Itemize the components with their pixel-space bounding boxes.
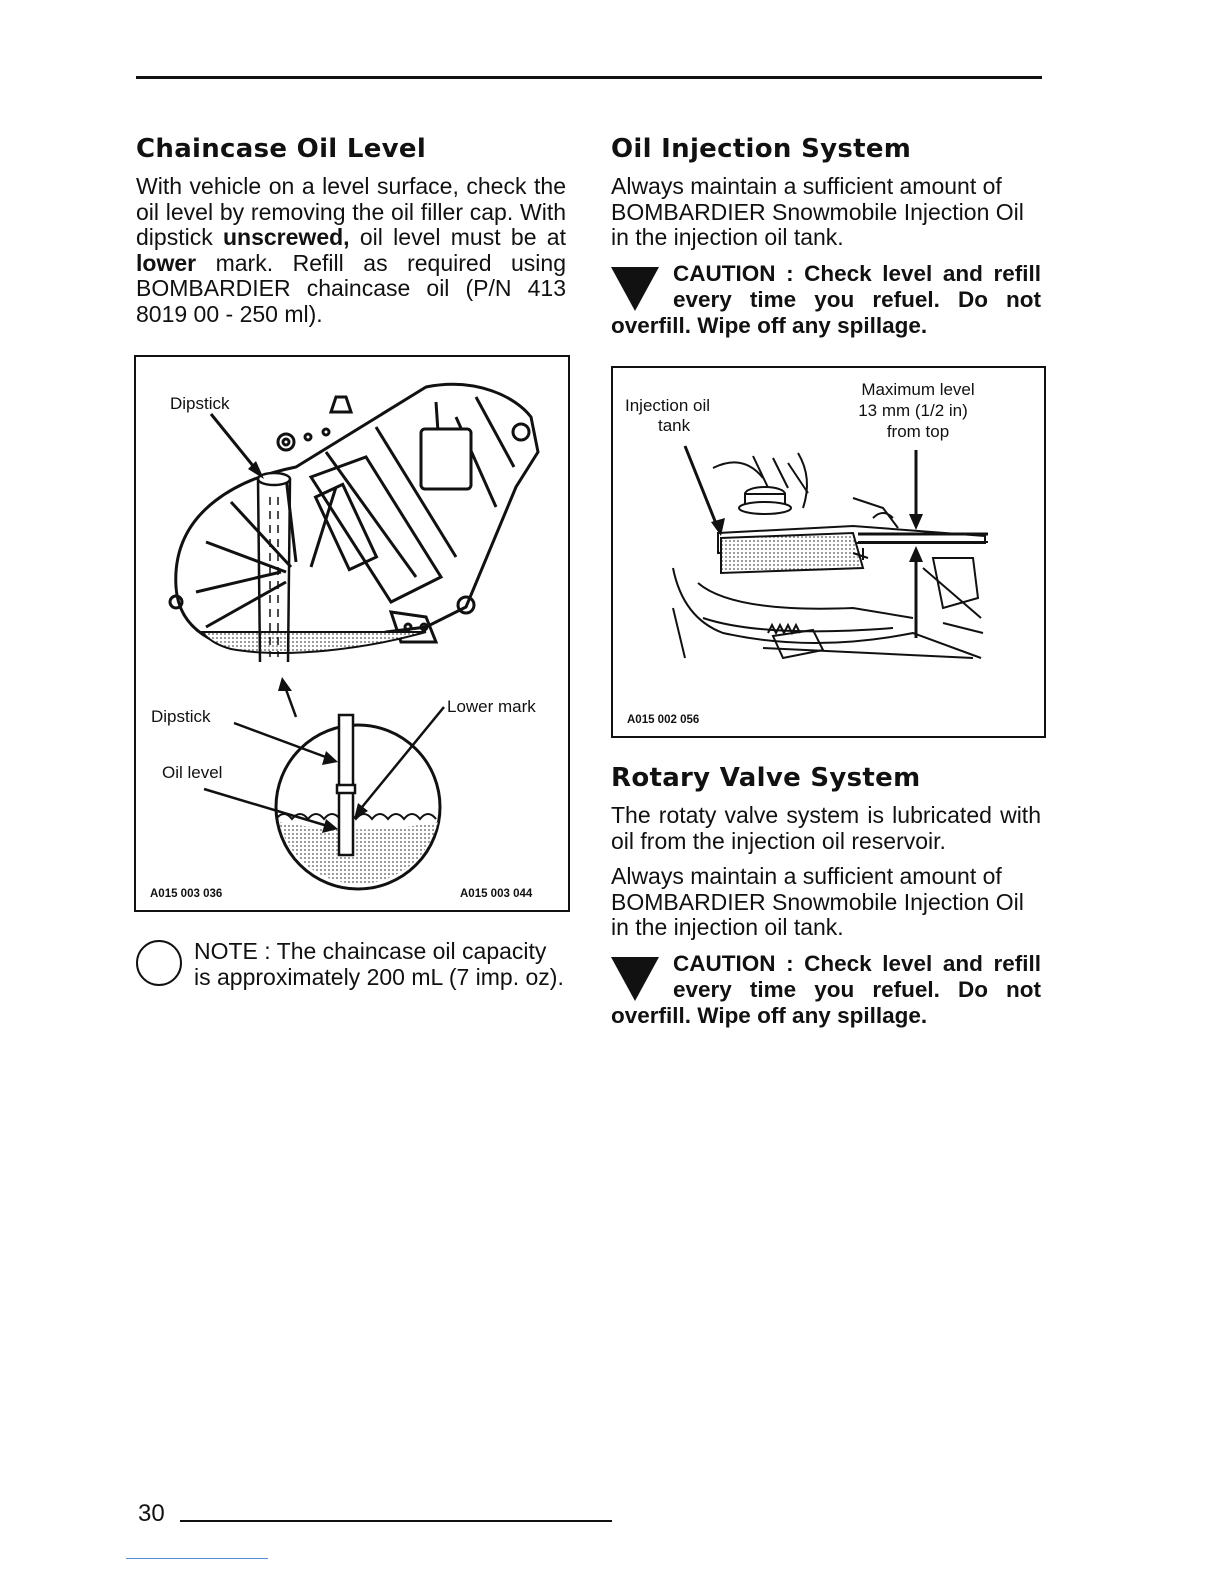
label-oil-level: Oil level	[162, 763, 223, 782]
caution-text-2: CAUTION : Check level and refill every time you refuel. Do not overfill. Wipe off any spillage.	[611, 950, 1041, 1028]
rotary-section	[611, 763, 1041, 1029]
section-heading-rotary: Rotary Valve System	[611, 763, 921, 793]
label-dipstick-detail: Dipstick	[151, 707, 211, 726]
label-dipstick-top: Dipstick	[170, 394, 230, 413]
caution-block-1	[611, 261, 1041, 339]
label-injection-tank-2: tank	[658, 416, 691, 435]
footer-rule	[180, 1520, 612, 1522]
chaincase-text-2: oil level must be at	[349, 224, 566, 250]
label-max-level-2: 13 mm (1/2 in)	[858, 401, 968, 420]
section-heading-chaincase: Chaincase Oil Level	[136, 134, 427, 164]
chaincase-figure	[134, 355, 570, 912]
chaincase-paragraph	[136, 174, 566, 327]
page-number: 30	[138, 1500, 165, 1527]
caution-text-1: CAUTION : Check level and refill every time you refuel. Do not overfill. Wipe off any spillage.	[611, 260, 1041, 338]
label-max-level-1: Maximum level	[861, 380, 975, 399]
label-injection-tank-1: Injection oil	[625, 396, 711, 415]
figure-code-injection: A015 002 056	[627, 714, 700, 726]
chaincase-bold-unscrewed: unscrewed,	[223, 224, 350, 250]
rotary-paragraph-1: The rotaty valve system is lubricated with oil from the injection oil reservoir.	[611, 802, 1041, 854]
right-column	[611, 134, 1041, 339]
left-column	[136, 134, 566, 327]
caution-triangle-icon-2	[611, 957, 659, 1001]
figure-code-left: A015 003 036	[150, 888, 223, 900]
capacity-note	[136, 938, 566, 990]
label-max-level-3: from top	[886, 422, 950, 441]
chaincase-text-1: With vehicle on a level surface, check the oil level by removing the oil filler cap. With dipstick	[136, 173, 566, 250]
top-rule	[136, 76, 1042, 79]
chaincase-illustration	[136, 357, 568, 910]
rotary-paragraph-2: Always maintain a sufficient amount of BOMBARDIER Snowmobile Injection Oil in the injection oil tank.	[611, 863, 1024, 940]
injection-paragraph: Always maintain a sufficient amount of BOMBARDIER Snowmobile Injection Oil in the injection oil tank.	[611, 173, 1024, 250]
figure-code-right: A015 003 044	[460, 888, 533, 900]
chaincase-text-3: mark. Refill as required using BOMBARDIER chaincase oil (P/N 413 8019 00 - 250 ml).	[136, 249, 566, 327]
caution-block-2	[611, 951, 1041, 1029]
section-heading-injection: Oil Injection System	[611, 134, 912, 164]
label-lower-mark: Lower mark	[447, 697, 536, 716]
note-text: The chaincase oil capacity is approximately 200 mL (7 imp. oz).	[194, 938, 564, 990]
note-label: NOTE :	[194, 938, 271, 964]
note-circle-icon	[136, 940, 182, 986]
injection-tank-figure	[611, 366, 1046, 738]
footer-link-line	[126, 1558, 268, 1559]
chaincase-bold-lower: lower	[136, 249, 197, 276]
caution-triangle-icon	[611, 267, 659, 311]
